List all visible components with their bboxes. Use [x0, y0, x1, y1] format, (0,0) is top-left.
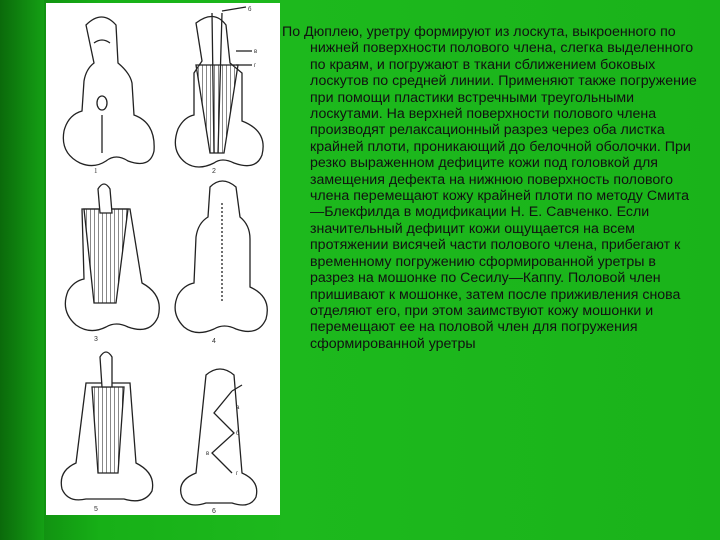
letter-g2: г	[236, 471, 239, 477]
panel-number-2: 2	[212, 168, 216, 175]
illustration-svg	[46, 3, 280, 515]
letter-v2: в	[206, 451, 210, 457]
panel-number-6: 6	[212, 508, 216, 515]
panel-number-3: 3	[94, 336, 98, 343]
figure-4	[175, 181, 267, 333]
figure-6	[181, 369, 257, 505]
panel-number-5: 5	[94, 506, 98, 513]
panel-number-1: 1	[94, 167, 98, 175]
letter-b2: б	[236, 431, 240, 437]
main-paragraph: По Дюплею, уретру формируют из лоскута, выкроенного по нижней поверхности полового члена, слегка выделенного по краям, и погружают в ткани сближением боковых лоскутов по средней линии. Применяют также погружение при помощи пластики встречными треугольными лоскутами. На верхней поверхности полового члена производят релаксационный разрез через оба листка крайней плоти, проникающий до белочной оболочки. При резко выраженном дефиците кожи под головкой для замещения дефекта на нижнюю поверхность полового члена перемещают кожу крайней плоти по методу Смита—Блекфилда в модификации Н. Е. Савченко. Если значительный дефицит кожи ощущается на всем протяжении висячей части полового члена, прибегают к временному погружению сформированной уретры в разрез на мошонке по Сесилу—Каппу. Половой член пришивают к мошонке, затем после приживления снова отделяют его, при этом заимствуют кожу мошонки и перемещают ее на половой член для погружения сформированной уретры	[282, 24, 697, 352]
letter-b: б	[248, 7, 252, 13]
figure-2	[175, 7, 263, 167]
surgical-illustration	[46, 3, 280, 515]
letter-v: в	[254, 49, 258, 55]
letter-a: а	[236, 405, 240, 411]
panel-number-4: 4	[212, 338, 216, 345]
slide-text	[282, 24, 700, 352]
background-stripe	[0, 0, 44, 540]
letter-g: г	[254, 63, 257, 69]
figure-5	[61, 352, 152, 501]
figure-3	[65, 184, 159, 331]
figure-1	[63, 17, 154, 166]
